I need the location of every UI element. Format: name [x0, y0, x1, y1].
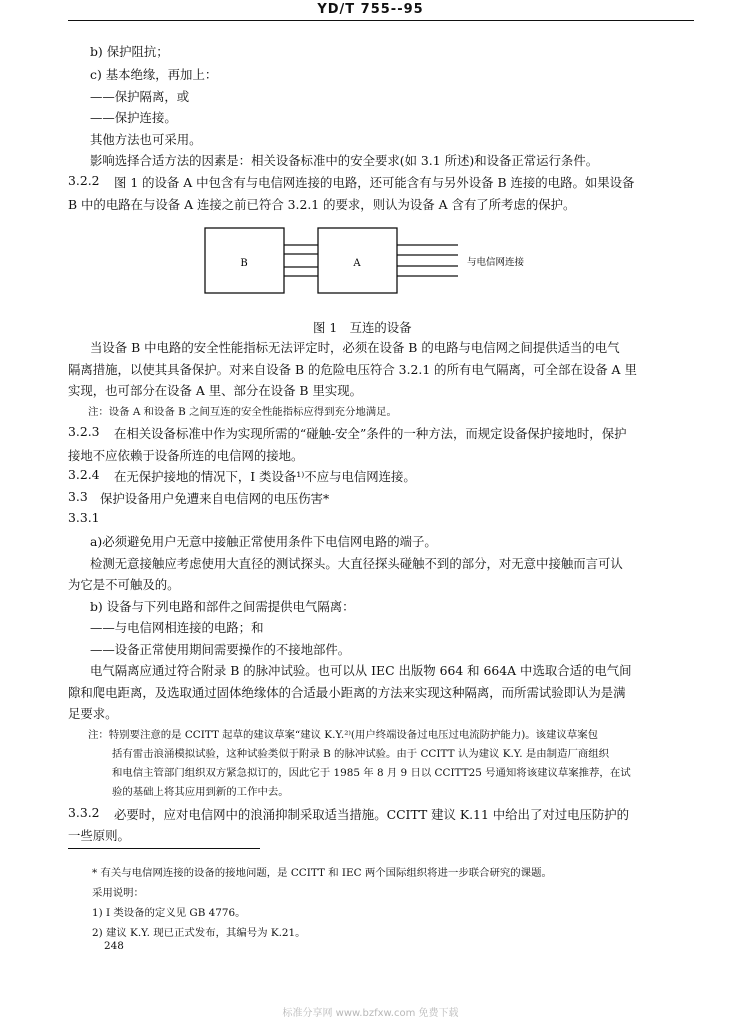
footnote-adoption-heading: 采用说明：	[92, 887, 144, 899]
isolation-paragraph-line1: 电气隔离应通过符合附录 B 的脉冲试验。也可以从 IEC 出版物 664 和 664A 中选取合适的电气间	[90, 663, 632, 678]
footnote-asterisk: * 有关与电信网连接的设备的接地问题，是 CCITT 和 IEC 两个国际组织将进一步联合研究的课题。	[92, 867, 552, 879]
item-b-dash1: ——与电信网相连接的电路；和	[90, 620, 264, 635]
probe-paragraph-line1: 检测无意接触应考虑使用大直径的测试探头。大直径探头碰触不到的部分，对无意中接触而言可认	[90, 556, 623, 571]
section-3-3-2-line1: 必要时，应对电信网中的浪涌抑制采取适当措施。CCITT 建议 K.11 中给出了对过电压防护的	[114, 807, 630, 822]
item-c-dash2: ——保护连接。	[90, 110, 177, 125]
item-b-isolation: b) 设备与下列电路和部件之间需提供电气隔离：	[90, 599, 355, 614]
note-2-line4: 验的基础上将其应用到新的工作中去。	[112, 786, 289, 798]
note-2-line1: 注：特别要注意的是 CCITT 起草的建议草案“建议 K.Y.²⁾(用户终端设备过电压过电流防护能力)。该建议草案包	[88, 729, 599, 741]
device-b-label: B	[240, 258, 248, 269]
standard-code-header: YD/T 755--95	[317, 2, 424, 17]
other-methods: 其他方法也可采用。	[90, 132, 202, 147]
isolation-paragraph-line2: 隙和爬电距离，及选取通过固体绝缘体的合适最小距离的方法来实现这种隔离，而所需试验即认为是满	[68, 685, 626, 700]
b-to-a-connection-lines	[284, 245, 318, 276]
section-3-3-1-number: 3.3.1	[68, 510, 100, 525]
figure-1-diagram	[0, 0, 741, 340]
item-a: a)必须避免用户无意中接触正常使用条件下电信网电路的端子。	[90, 534, 437, 549]
note-1: 注：设备 A 和设备 B 之间互连的安全性能指标应得到充分地满足。	[88, 406, 397, 418]
factors-paragraph: 影响选择合适方法的因素是：相关设备标准中的安全要求(如 3.1 所述)和设备正常运行条件。	[90, 153, 599, 168]
paragraph-b-line3: 实现，也可部分在设备 A 里、部分在设备 B 里实现。	[68, 383, 363, 398]
section-3-3-2-line2: 一些原则。	[68, 828, 130, 843]
probe-paragraph-line2: 为它是不可触及的。	[68, 577, 180, 592]
note-2-line2: 括有雷击浪涌模拟试验，这种试验类似于附录 B 的脉冲试验。由于 CCITT 认为建议 K.Y. 是由制造厂商组织	[112, 748, 610, 760]
section-3-2-4-number: 3.2.4	[68, 467, 100, 482]
section-3-2-4-text: 在无保护接地的情况下，I 类设备¹⁾不应与电信网连接。	[114, 469, 416, 484]
item-c-dash1: ——保护隔离，或	[90, 89, 190, 104]
section-3-3-number: 3.3	[68, 489, 88, 504]
item-c: c) 基本绝缘，再加上：	[90, 67, 218, 82]
item-b-dash2: ——设备正常使用期间需要操作的不接地部件。	[90, 642, 351, 657]
isolation-paragraph-line3: 足要求。	[68, 706, 118, 721]
device-a-label: A	[353, 258, 361, 269]
paragraph-b-line1: 当设备 B 中电路的安全性能指标无法评定时，必须在设备 B 的电路与电信网之间提供适当的电气	[90, 340, 620, 355]
watermark: 标准分享网 www.bzfxw.com 免费下载	[282, 1008, 459, 1019]
page-number: 248	[104, 940, 124, 952]
telecom-connection-label: 与电信网连接	[467, 257, 525, 268]
section-3-2-2-number: 3.2.2	[68, 173, 100, 188]
section-3-2-3-line2: 接地不应依赖于设备所连的电信网的接地。	[68, 448, 304, 463]
section-3-2-3-line1: 在相关设备标准中作为实现所需的“碰触-安全”条件的一种方法，而规定设备保护接地时，保护	[114, 426, 627, 441]
paragraph-b-line2: 隔离措施，以使其具备保护。对来自设备 B 的危险电压符合 3.2.1 的所有电气隔离，可全部在设备 A 里	[68, 362, 637, 377]
section-3-3-2-number: 3.3.2	[68, 805, 100, 820]
section-3-2-3-number: 3.2.3	[68, 424, 100, 439]
footnote-rule	[68, 848, 260, 849]
figure-1-caption: 图 1 互连的设备	[313, 320, 412, 335]
section-3-2-2-line1: 图 1 的设备 A 中包含有与电信网连接的电路，还可能含有与另外设备 B 连接的电路。如果设备	[114, 175, 635, 190]
footnote-1: 1) I 类设备的定义见 GB 4776。	[92, 907, 246, 919]
footnote-2: 2) 建议 K.Y. 现已正式发布，其编号为 K.21。	[92, 927, 306, 939]
section-3-3-title: 保护设备用户免遭来自电信网的电压伤害*	[100, 491, 330, 506]
item-b: b) 保护阻抗；	[90, 44, 169, 59]
section-3-2-2-line2: B 中的电路在与设备 A 连接之前已符合 3.2.1 的要求，则认为设备 A 含有了所考虑的保护。	[68, 197, 576, 212]
telecom-network-lines	[397, 245, 458, 276]
note-2-line3: 和电信主管部门组织双方紧急拟订的，因此它于 1985 年 8 月 9 日以 CCITT25 号通知将该建议草案推荐，在试	[112, 767, 631, 779]
